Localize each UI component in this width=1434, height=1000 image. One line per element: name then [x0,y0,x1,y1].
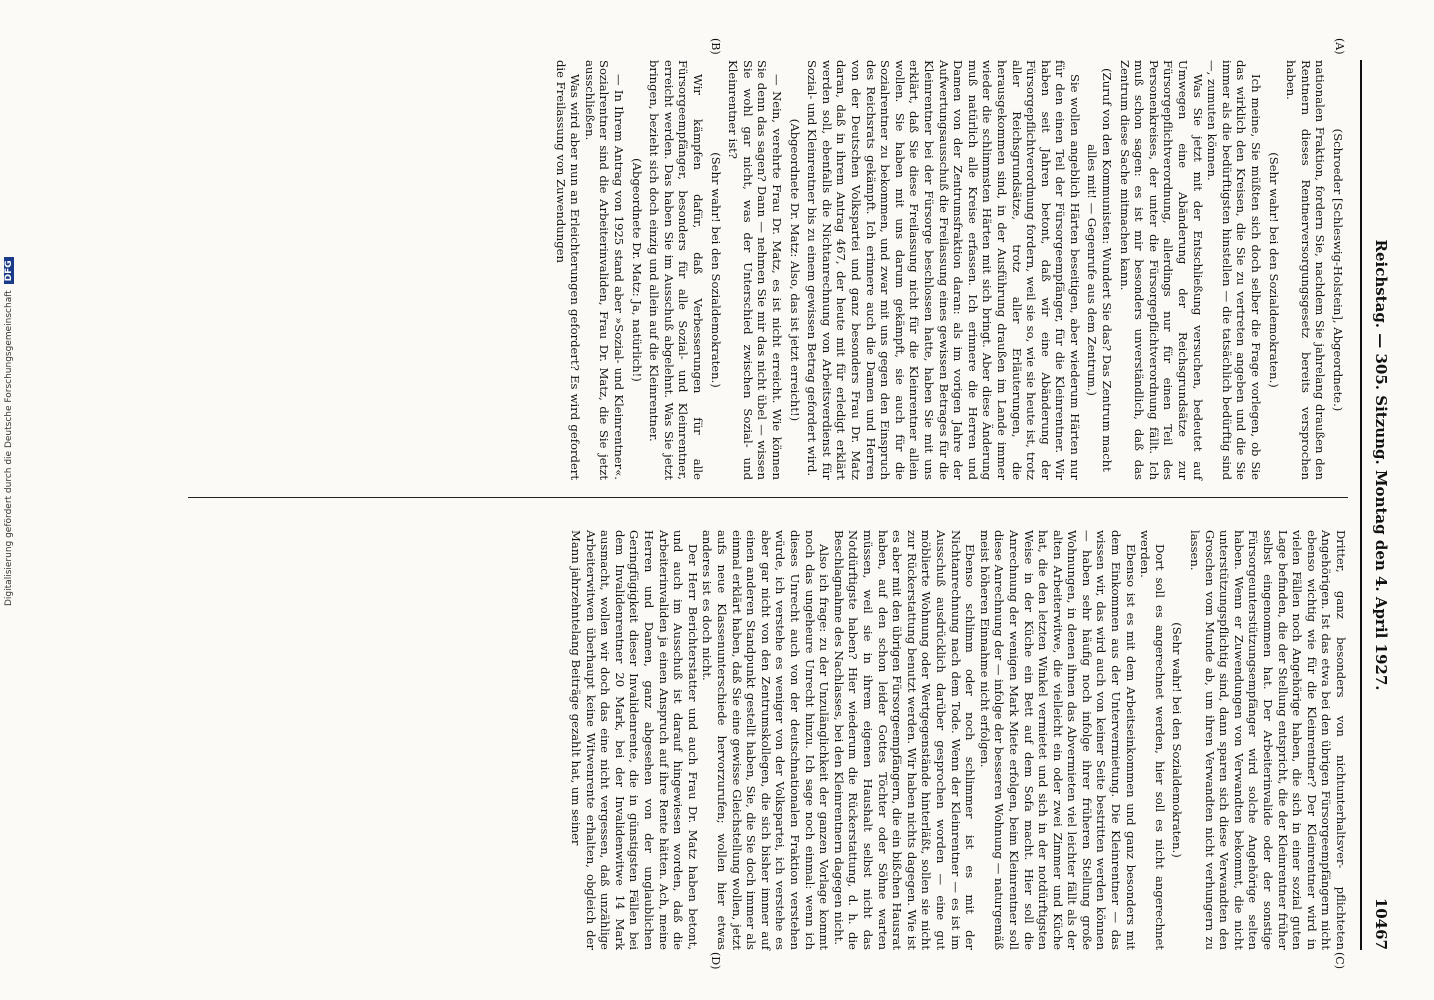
paragraph: — In Ihrem Antrag von 1925 stand aber »Sozial- und Kleinrentner«. Sozialrentner sind die Arbeiterinvaliden, Frau Dr. Matz, die Sie jetzt ausschließen. [582,60,627,480]
paragraph: Sie wollen angeblich Härten beseitigen, aber wiederum Härten nur für den einen Teil der Fürsorgeempfänger, für die Kleinrentner. Wir haben seit Jahren betont, daß wir eine Abänderung der Fürsorgepflichtverordnung fordern, weil sie so, wie sie heute ist, trotz aller Reichsgrundsätze, trotz aller Erläuterungen, die herausgekommen sind, in der Ausführung draußen im Lande immer wieder die schlimmsten Härten mit sich bringt. Aber diese Änderung muß natürlich alle Kreise erfassen. Ich erinnere die Herren und Damen von der Zentrumsfraktion daran: als im vorigen Jahre der Aufwertungsausschuß die Freilassung eines gewissen Betrages für die Kleinrentner bei der Fürsorge beschlossen hatte, haben Sie mit uns erklärt, daß Sie diese Freilassung nicht für die Kleinrentner allein wollen. Sie haben mit uns darum gekämpft, sie auch für die Sozialrentner zu bekommen, und zwar mit uns gegen den Einspruch des Reichsrats gekämpft. Ich erinnere auch die Damen und Herren von der Deutschen Volkspartei und ganz besonders Frau Dr. Matz daran, daß in ihrem Antrag 467, der heute mit für erledigt erklärt werden soll, ebenfalls die Nichtanrechnung von Arbeitsverdienst für Sozial- und Kleinrentner bis zu einem gewissen Betrag gefordert wird. [805,60,1082,480]
interjection: (Abgeordnete Dr. Matz: Also, das ist jetzt erreicht!) [787,118,802,422]
paragraph: Was wird aber nun an Erleichterungen gefordert? Es wird gefordert die Freilassung von Zuwendungen [553,60,583,480]
interjection: (Zuruf von den Kommunisten: Wundert Sie das? Das Zentrum macht alles mit! — Gegenrufe aus dem Zentrum.) [1085,68,1115,472]
paragraph: Ebenso schlimm oder noch schlimmer ist es mit der Nichtanrechnung nach dem Tode. Wenn der Kleinrentner — es ist im Ausschuß ausdrücklich darüber gesprochen worden — eine gut möblierte Wohnung oder Wertgegenstände hinterläßt, sollen sie nicht zur Rückerstattung benutzt werden. Wir haben nichts dagegen. Wie ist es aber mit den übrigen Fürsorgeempfängern, die ein bißchen Hausrat haben, auf den schon leider Gottes Töchter oder Söhne warten müssen, weil sie in ihrem eigenen Haushalt selbst nicht das Notdürftigste haben? Hier wiederum die Rückerstattung, d. h. die Beschlagnahme des Nachlasses, bei den Kleinrentnern dagegen nicht. [831,530,978,950]
margin-mark-c: (C) [1333,952,1346,969]
paragraph: — Nein, verehrte Frau Dr. Matz, es ist nicht erreicht. Wie können Sie denn das sagen? Dann — nehmen Sie mir das nicht übel — wissen Sie wohl gar nicht, was der Unterschied zwischen Sozial- und Kleinrentner ist? [726,60,785,480]
speaker-line: (Schroeder [Schleswig-Holstein], Abgeordnete.) [1331,128,1345,412]
margin-mark-d: (D) [709,952,722,970]
paragraph: Dritter, ganz besonders von nichtunterhaltsver- pflichteten Angehörigen. Ist das etwa bei den übrigen Fürsorgeempfängern nicht ebenso wichtig wie für die Kleinrentner? Der Kleinrentner wird in vielen Fällen noch Angehörige haben, die sich in einer sozial guten Lage befinden, die der Stellung entspricht, die der Kleinrentner früher selbst eingenommen hat. Der Arbeiterinvalide oder der sonstige Fürsorgeunterstützungsempfänger wird solche Angehörige selten haben. Wenn er Zuwendungen von Verwandten bekommt, die nicht unterstützungspflichtig sind, dann sparen sich diese Verwandten den Groschen vom Munde ab, um ihren Verwandten nicht verhungern zu lassen. [1188,530,1348,950]
paragraph: Der Herr Berichterstatter und auch Frau Dr. Matz haben betont, und auch im Ausschuß ist darauf hingewiesen worden, daß die Arbeiterinvaliden ja einen Anspruch auf ihre Rente hätten. Ach, meine Herren und Damen, ganz abgesehen von der unglaublichen Geringfügigkeit dieser Invalidenrente, die in günstigsten Fällen bei dem Invalidenrentner 20 Mark, bei der Invalidenwitwe 14 Mark ausmacht, wollen wir doch das eine nicht vergessen, daß unzählige Arbeiterwitwen überhaupt keine Witwenrente erhalten, obgleich der Mann jahrzehntelang Beiträge gezahlt hat, um seiner [569,530,700,950]
credit-text: Digitalisierung gefördert durch die Deutsche Forschungsgemeinschaft [4,290,14,606]
digitization-credit [4,226,18,606]
margin-mark-a: (A) [1333,38,1346,55]
paragraph: Ich meine, Sie müßten sich doch selber die Frage vorlegen, ob Sie das wirklich den Kreisen, die Sie zu vertreten angeben und die Sie immer als die bedürftigsten hinstellen — die tatsächlich bedürftig sind —, zumuten können. [1205,60,1264,480]
right-column [569,530,1348,950]
interjection: (Abgeordnete Dr. Matz: Ja, natürlich!) [629,158,644,382]
dfg-logo: DFG [4,257,14,284]
interjection: (Sehr wahr! bei den Sozialdemokraten.) [1170,622,1185,858]
interjection: (Sehr wahr! bei den Sozialdemokraten.) [1266,152,1281,388]
paragraph: Dort soll es angerechnet werden, hier soll es nicht angerechnet werden. [1138,530,1167,950]
left-column [553,60,1348,480]
margin-mark-b: (B) [709,38,722,55]
header-title: Reichstag. — 305. Sitzung. Montag den 4. April 1927. [1372,239,1390,691]
paragraph: Wir kämpfen dafür, daß Verbesserungen für alle Fürsorgeempfänger, besonders für alle Sozial- und Kleinrentner, erreicht werden. Das haben Sie im Ausschuß abgelehnt. Was Sie jetzt bringen, bezieht sich doch einzig und allein auf die Kleinrentner. [647,60,706,480]
running-header [1364,60,1390,950]
column-divider [188,497,1348,498]
page-number: 10467 [1372,897,1390,950]
header-rule [1360,60,1362,950]
interjection: (Sehr wahr! bei den Sozialdemokraten.) [708,152,723,388]
paragraph: Ebenso ist es mit dem Arbeitseinkommen und ganz besonders mit dem Einkommen aus der Untervermietung. Die Kleinrentner — das wissen wir, das wird auch von keiner Seite bestritten werden können — haben sehr häufig noch infolge ihrer früheren Stellung große Wohnungen, in denen ihnen das Abvermieten viel leichter fällt als der alten Arbeiterwitwe, die vielleicht ein oder zwei Zimmer und Küche hat, die den letzten Winkel vermietet und sich in der notdürftigsten Weise in der Küche ein Bett auf dem Sofa macht. Hier soll die Anrechnung der wenigen Mark Miete erfolgen, beim Kleinrentner soll diese Anrechnung der — infolge der besseren Wohnung — naturgemäß meist höheren Einnahme nicht erfolgen. [977,530,1138,950]
paragraph: Also ich frage: zu der Unzulänglichkeit der ganzen Vorlage kommt noch das ungeheure Unrecht hinzu. Ich sage noch einmal: wenn ich dieses Unrecht auch von der deutschnationalen Fraktion verstehen würde, ich verstehe es weniger von der Volkspartei, ich verstehe es aber gar nicht von den Zentrumskollegen, die sich bisher immer auf einen anderen Standpunkt gestellt haben, Sie, die Sie doch immer als einmal erklärt haben, daß Sie eine gewisse Gleichstellung wollen, jetzt aufs neue Klassenunterschiede hervorzurufen; wollen hier etwas anderes ist es doch nicht. [700,530,832,950]
paragraph: nationalen Fraktion, fordern Sie, nachdem Sie jahrelang draußen den Rentnern dieses Rentnerversorgungsgesetz bereits versprochen haben. [1284,60,1328,480]
paragraph: Was Sie jetzt mit der Entschließung versuchen, bedeutet auf Umwegen eine Abänderung der Reichsgrundsätze zur Fürsorgepflichtverordnung, allerdings nur für einen Teil des Personenkreises, der unter die Fürsorgepflichtverordnung fällt. Ich muß schon sagen: es ist mir besonders unverständlich, daß das Zentrum diese Sache mitmachen kann. [1117,60,1205,480]
